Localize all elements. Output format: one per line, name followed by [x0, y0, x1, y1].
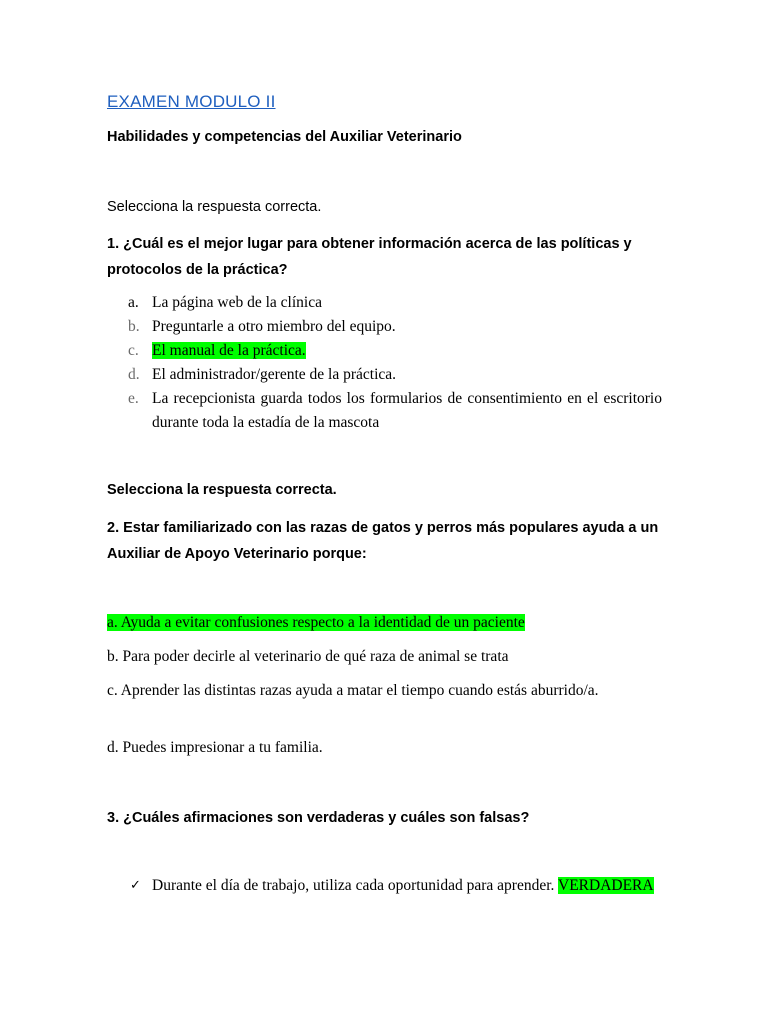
q3-question: 3. ¿Cuáles afirmaciones son verdaderas y cuáles son falsas? — [107, 810, 530, 826]
q2-instruction: Selecciona la respuesta correcta. — [107, 482, 337, 498]
option-letter: d. — [128, 366, 140, 383]
document-subtitle: Habilidades y competencias del Auxiliar Veterinario — [107, 129, 462, 145]
q1-instruction: Selecciona la respuesta correcta. — [107, 199, 322, 215]
option-letter: b. — [128, 318, 140, 335]
statement-text: Durante el día de trabajo, utiliza cada oportunidad para aprender. — [152, 877, 555, 894]
option-text: El administrador/gerente de la práctica. — [152, 366, 397, 383]
option-text: La página web de la clínica — [152, 294, 322, 311]
option-text-highlighted: a. Ayuda a evitar confusiones respecto a la identidad de un paciente — [107, 614, 525, 631]
q1-option-c — [128, 339, 662, 363]
q2-option-c: c. Aprender las distintas razas ayuda a matar el tiempo cuando estás aburrido/a. — [107, 682, 599, 699]
option-letter: c. — [128, 342, 139, 359]
q2-option-b: b. Para poder decirle al veterinario de qué raza de animal se trata — [107, 648, 509, 665]
q3-statement-1 — [130, 874, 662, 898]
statement-answer: VERDADERA — [558, 877, 654, 894]
q1-option-b — [128, 315, 662, 339]
q1-option-d — [128, 363, 662, 387]
q2-option-a — [107, 611, 661, 635]
document-title: EXAMEN MODULO II — [107, 92, 276, 111]
option-letter: e. — [128, 390, 139, 407]
option-letter: a. — [128, 294, 139, 311]
checkmark-icon: ✓ — [130, 878, 141, 893]
q1-options — [128, 291, 662, 435]
q1-question: 1. ¿Cuál es el mejor lugar para obtener información acerca de las políticas y protocolos de la práctica? — [107, 236, 632, 278]
option-text-highlighted: El manual de la práctica. — [152, 342, 306, 359]
q2-question: 2. Estar familiarizado con las razas de gatos y perros más populares ayuda a un Auxiliar de Apoyo Veterinario porque: — [107, 520, 659, 562]
q1-option-e — [128, 387, 662, 435]
option-text: Preguntarle a otro miembro del equipo. — [152, 318, 396, 335]
q2-option-d: d. Puedes impresionar a tu familia. — [107, 739, 323, 756]
q1-option-a — [128, 291, 662, 315]
option-text: La recepcionista guarda todos los formularios de consentimiento en el escritorio durante toda la estadía de la mascota — [152, 390, 662, 431]
